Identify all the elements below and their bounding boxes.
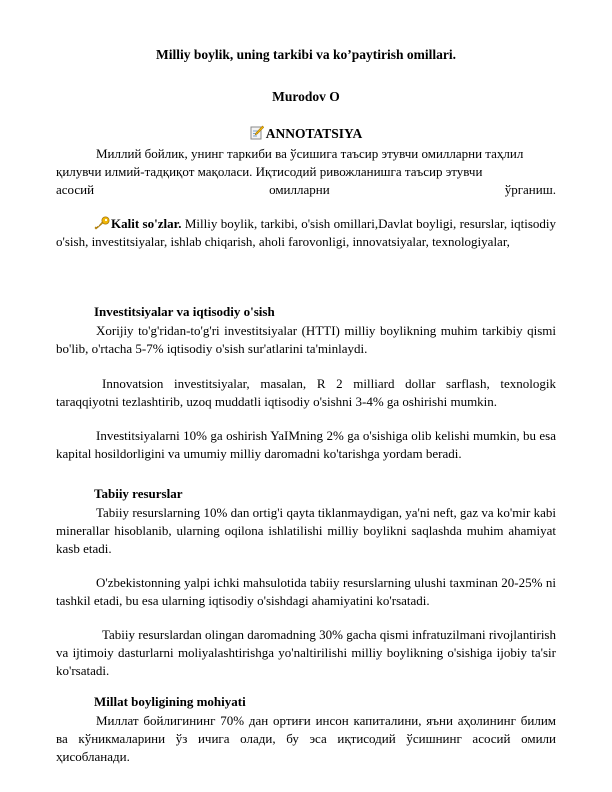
paragraph: Xorijiy to'g'ridan-to'g'ri investitsiyalar (HTTI) milliy boylikning muhim tarkibiy qismi bo'lib, o'rtacha 5-7% iqtisodiy o'sish sur'atlarini ta'minlaydi.: [56, 323, 556, 356]
author-name: Murodov O: [272, 89, 340, 104]
document-title: Milliy boylik, uning tarkibi va ko’paytirish omillari.: [155, 47, 457, 62]
paragraph: Investitsiyalarni 10% ga oshirish YaIMning 2% ga o'sishiga olib kelishi mumkin, bu esa kapital hosildorligini va umumiy milliy daromadni ko'tarishga yordam beradi.: [56, 428, 556, 461]
paragraph: Tabiiy resurslardan olingan daromadning 30% gacha qismi infratuzilmani rivojlantirish va ijtimoiy dasturlarni moliyalashtirishga yo'naltirilishi milliy boylikning o'sishiga ijobiy ta'sir ko'rsatadi.: [56, 627, 556, 678]
annotation-line: асосий омилларни ўрганиш.: [56, 182, 556, 197]
keywords-label: Kalit so'zlar.: [111, 216, 182, 231]
annotation-heading-text: ANNOTATSIYA: [265, 126, 363, 141]
paragraph: O'zbekistonning yalpi ichki mahsulotida tabiiy resurslarning ulushi taxminan 20-25% ni tashkil etadi, bu esa ularning iqtisodiy o'sishdagi ahamiyatini ko'rsatadi.: [56, 575, 556, 608]
annotation-heading: [56, 125, 556, 142]
annotation-paragraph: [56, 145, 556, 199]
paragraph: Tabiiy resurslarning 10% dan ortig'i qayta tiklanmaydigan, ya'ni neft, gaz va ko'mir kabi minerallar hisoblanib, ularning oqilona ishlatilishi milliy boylikni saqlashda muhim ahamiyat kasb etadi.: [56, 505, 556, 556]
memo-icon: [250, 125, 264, 140]
keywords-text: Milliy boylik, tarkibi, o'sish omillari,Davlat boyligi, resurslar, iqtisodiy o'sish, investitsiyalar, ishlab chiqarish, aholi farovonligi, innovatsiyalar, texnologiyalar,: [56, 216, 556, 249]
section-heading-natural-resources: Tabiiy resurslar: [94, 486, 183, 501]
section-heading-nation-wealth: Millat boyligining mohiyati: [94, 694, 246, 709]
paragraph: Миллат бойлигининг 70% дан ортиғи инсон капиталини, яъни аҳолининг билим ва кўникмаларини ўз ичига олади, бу эса иқтисодий ўсишнинг асосий омили ҳисобланади.: [56, 713, 556, 764]
annotation-line: Миллий бойлик, унинг таркиби ва ўсишига таъсир этувчи омилларни таҳлил: [96, 146, 524, 161]
annotation-line: қилувчи илмий-тадқиқот мақоласи. Иқтисодий ривожланишга таъсир этувчи: [56, 164, 483, 179]
paragraph: Innovatsion investitsiyalar, masalan, R 2 milliard dollar sarflash, texnologik taraqqiyotni tezlashtirib, uzoq muddatli iqtisodiy o'sishni 3-4% ga oshirishi mumkin.: [56, 376, 556, 409]
section-heading-investments: Investitsiyalar va iqtisodiy o'sish: [94, 304, 275, 319]
keywords-paragraph: [56, 215, 556, 251]
key-icon: [94, 216, 110, 230]
